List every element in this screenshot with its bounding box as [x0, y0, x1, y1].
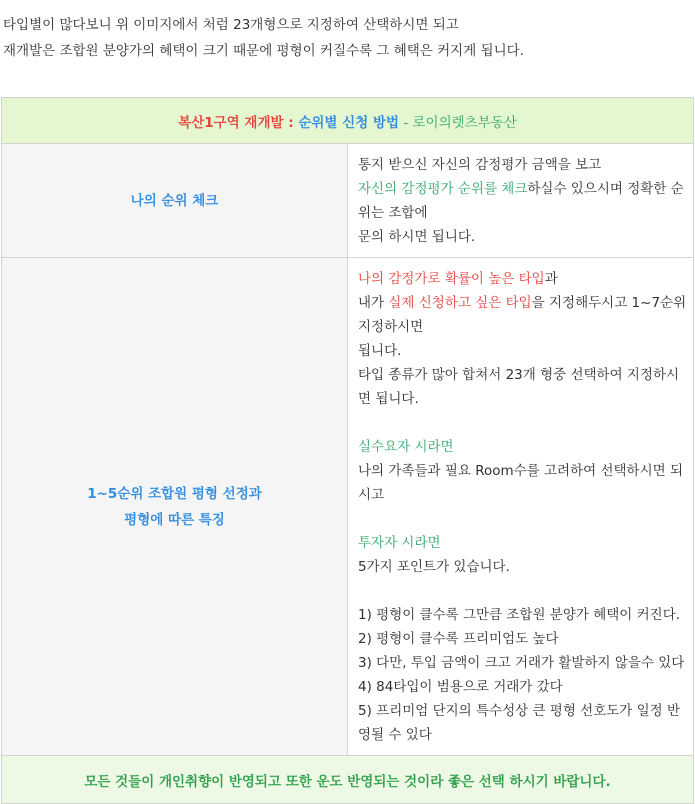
selection-line-4: 타입 종류가 많아 합쳐서 23개 형중 선택하여 지정하시면 됩니다.: [358, 367, 680, 407]
resident-heading: 실수요자 시라면: [358, 439, 454, 455]
title-method: 순위별 신청 방법: [298, 114, 400, 131]
selection-probable-type: 나의 감정가로 확률이 높은 타입: [358, 271, 545, 287]
selection-desired-type: 실제 신청하고 싶은 타입: [388, 295, 532, 311]
selection-line-2-pre: 내가: [358, 295, 389, 311]
selection-content: [348, 258, 694, 756]
rank-check-highlight: 자신의 감정평가 순위를 체크: [358, 181, 528, 197]
rank-check-line-1: 통지 받으신 자신의 감정평가 금액을 보고: [358, 157, 602, 173]
selection-line-1: [358, 267, 689, 291]
intro-line-2: 재개발은 조합원 분양가의 혜택이 크기 때문에 평형이 커질수록 그 혜택은 커지게 됩니다.: [3, 43, 524, 59]
title-source: - 로이의렛츠부동산: [399, 114, 517, 131]
selection-label-line-1: 1~5순위 조합원 평형 선정과: [87, 485, 262, 502]
rank-check-content: [348, 144, 694, 258]
rank-check-row: [2, 144, 694, 258]
resident-text: 나의 가족들과 필요 Room수를 고려하여 선택하시면 되시고: [358, 463, 684, 503]
selection-line-3: 됩니다.: [358, 343, 402, 359]
rank-check-line-2: [358, 177, 689, 225]
investor-point-5: 5) 프리미엄 단지의 특수성상 큰 평형 선호도가 일정 반영될 수 있다: [358, 703, 681, 743]
investor-point-1: 1) 평형이 클수록 그만큼 조합원 분양가 혜택이 커진다.: [358, 607, 681, 623]
investor-heading: 투자자 시라면: [358, 535, 441, 551]
investor-point-4: 4) 84타입이 범용으로 거래가 갔다: [358, 679, 563, 695]
investor-point-2: 2) 평형이 클수록 프리미엄도 높다: [358, 631, 559, 647]
footer-row: [2, 756, 694, 804]
application-guide-table: [1, 97, 694, 804]
table-title: [2, 98, 694, 144]
intro-line-1: 타입별이 많다보니 위 이미지에서 처럼 23개형으로 지정하여 산택하시면 되고: [3, 17, 459, 33]
selection-line-2: [358, 291, 689, 339]
investor-point-3: 3) 다만, 투입 금액이 크고 거래가 활발하지 않을수 있다: [358, 655, 685, 671]
selection-line-1-rest: 과: [544, 271, 558, 287]
rank-check-line-3: 문의 하시면 됩니다.: [358, 229, 476, 245]
selection-line-2-rest: 을 지정해두시고 1~7순위 지정하시면: [358, 295, 687, 335]
intro-text: [0, 0, 695, 64]
footer-text: 모든 것들이 개인취향이 반영되고 또한 운도 반영되는 것이라 좋은 선택 하시기 바랍니다.: [2, 756, 694, 804]
selection-label: [2, 258, 348, 756]
selection-label-line-2: 평형에 따른 특징: [124, 511, 225, 528]
investor-text: 5가지 포인트가 있습니다.: [358, 559, 510, 575]
rank-check-line-2-rest: 하실수 있으시며 정확한 순위는 조합에: [358, 181, 684, 221]
title-row: [2, 98, 694, 144]
rank-check-label: 나의 순위 체크: [2, 144, 348, 258]
title-area: 복산1구역 재개발 :: [178, 114, 299, 131]
selection-row: [2, 258, 694, 756]
